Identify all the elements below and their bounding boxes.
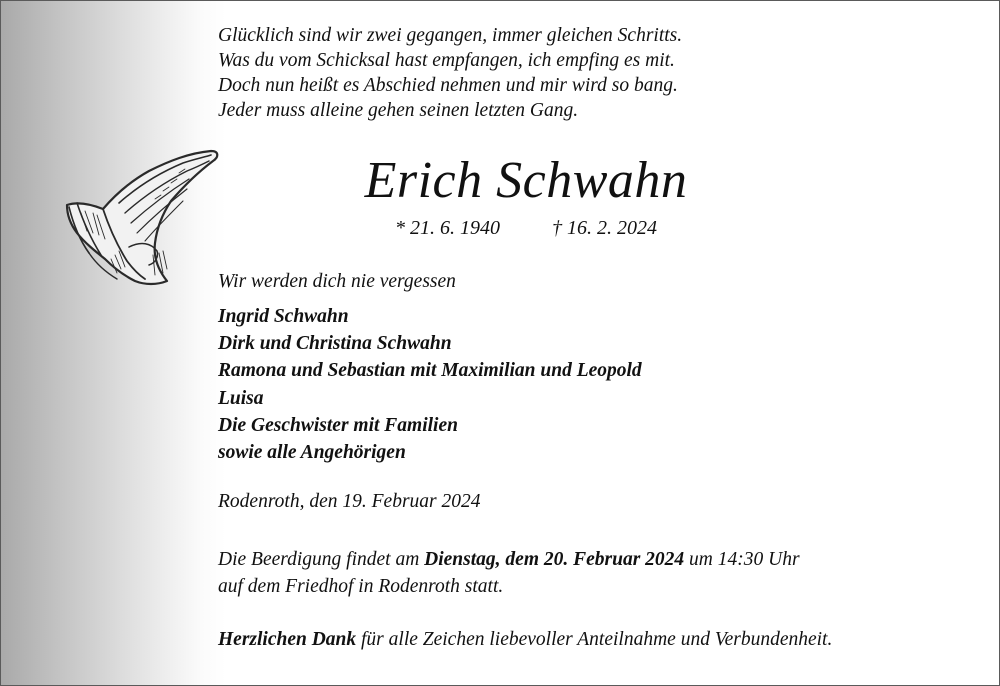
funeral-line-2: auf dem Friedhof in Rodenroth statt. (218, 576, 504, 597)
mourner: Die Geschwister mit Familien (218, 414, 458, 436)
mourners-list (218, 303, 642, 466)
mourner: Ramona und Sebastian mit Maximilian und Leopold (218, 360, 642, 382)
birth-date: * 21. 6. 1940 (395, 217, 500, 239)
place-date: Rodenroth, den 19. Februar 2024 (218, 491, 481, 512)
poem-line: Was du vom Schicksal hast empfangen, ich empfing es mit. (218, 50, 675, 71)
mourner: Ingrid Schwahn (218, 306, 349, 327)
mourner: sowie alle Angehörigen (218, 442, 406, 464)
funeral-notice (218, 546, 800, 600)
funeral-time: um 14:30 Uhr (684, 549, 800, 570)
thanks-line (218, 629, 832, 651)
funeral-prefix: Die Beerdigung findet am (218, 549, 425, 570)
thanks-rest: für alle Zeichen liebevoller Anteilnahme und Verbundenheit. (356, 629, 833, 650)
death-date: † 16. 2. 2024 (552, 217, 657, 239)
deceased-name: Erich Schwahn (364, 152, 688, 209)
funeral-date: Dienstag, dem 20. Februar 2024 (424, 549, 685, 570)
mourner: Luisa (218, 387, 264, 409)
poem-line: Jeder muss alleine gehen seinen letzten Gang. (218, 100, 579, 121)
mourner: Dirk und Christina Schwahn (218, 333, 452, 355)
tribute-line: Wir werden dich nie vergessen (218, 271, 456, 292)
poem-line: Glücklich sind wir zwei gegangen, immer gleichen Schritts. (218, 25, 683, 46)
poem (218, 23, 682, 123)
life-dates (1, 217, 1000, 240)
funeral-line-1 (218, 546, 800, 573)
thanks-bold: Herzlichen Dank (218, 629, 357, 650)
poem-line: Doch nun heißt es Abschied nehmen und mir wird so bang. (218, 75, 678, 96)
